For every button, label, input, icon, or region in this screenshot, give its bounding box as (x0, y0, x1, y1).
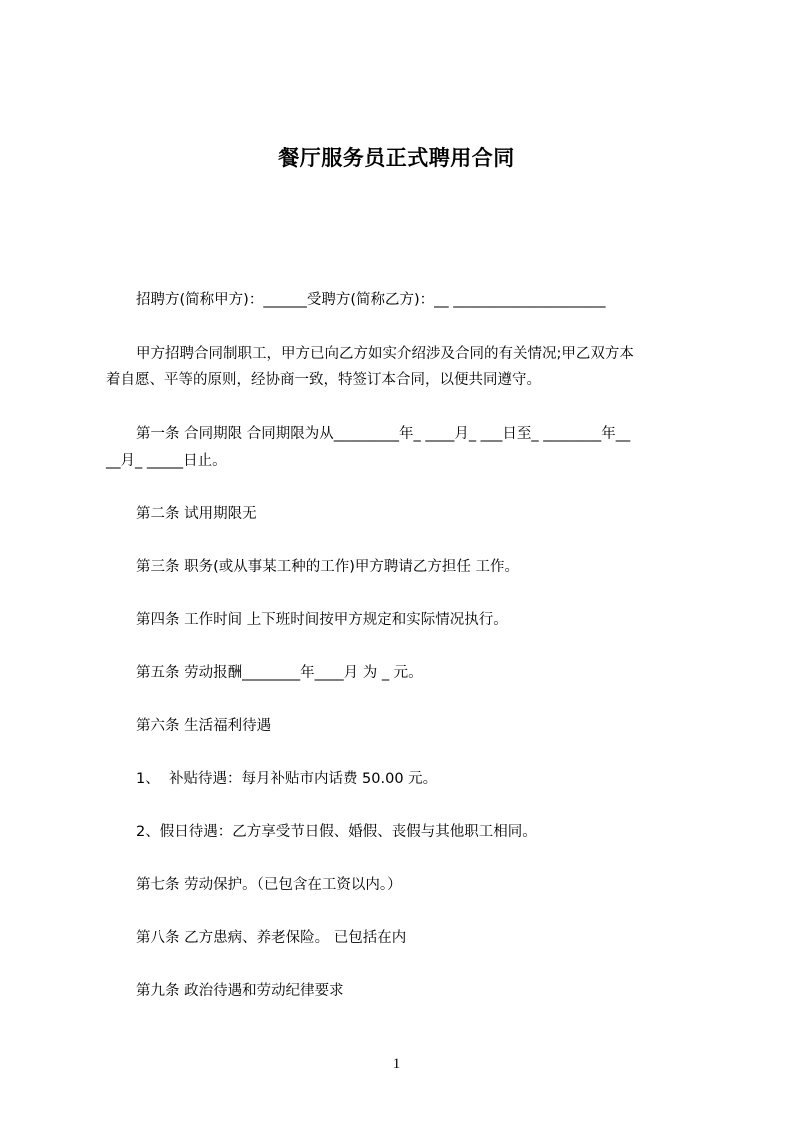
article-1-line-1: 第一条 合同期限 合同期限为从_________年_ ____月_ ___日至_ ________年__ (136, 426, 631, 442)
article-2: 第二条 试用期限无 (136, 506, 257, 522)
article-7: 第七条 劳动保护。（已包含在工资以内。） (136, 877, 402, 893)
document-title: 餐厅服务员正式聘用合同 (278, 146, 515, 170)
preamble-line-2: 着自愿、平等的原则，经协商一致，特签订本合同，以便共同遵守。 (106, 372, 541, 388)
article-6-item-1: 1、 补贴待遇：每月补贴市内话费 50.00 元。 (136, 771, 438, 787)
article-3: 第三条 职务(或从事某工种的工作)甲方聘请乙方担任 工作。 (136, 559, 520, 575)
article-4: 第四条 工作时间 上下班时间按甲方规定和实际情况执行。 (136, 612, 508, 628)
article-8: 第八条 乙方患病、养老保险。 已包括在内 (136, 930, 407, 946)
article-5: 第五条 劳动报酬________年____月 为 _ 元。 (136, 665, 423, 681)
preamble-line-1: 甲方招聘合同制职工，甲方已向乙方如实介绍涉及合同的有关情况;甲乙双方本 (136, 346, 634, 362)
article-1-line-2: __月_ _____日止。 (106, 453, 227, 469)
article-9: 第九条 政治待遇和劳动纪律要求 (136, 983, 344, 999)
article-6-item-2: 2、假日待遇：乙方享受节日假、婚假、丧假与其他职工相同。 (136, 824, 537, 840)
page-number: 1 (392, 1056, 401, 1072)
parties-line: 招聘方(简称甲方)：______受聘方(简称乙方)：__ _____________________ (136, 292, 606, 308)
article-6: 第六条 生活福利待遇 (136, 718, 272, 734)
